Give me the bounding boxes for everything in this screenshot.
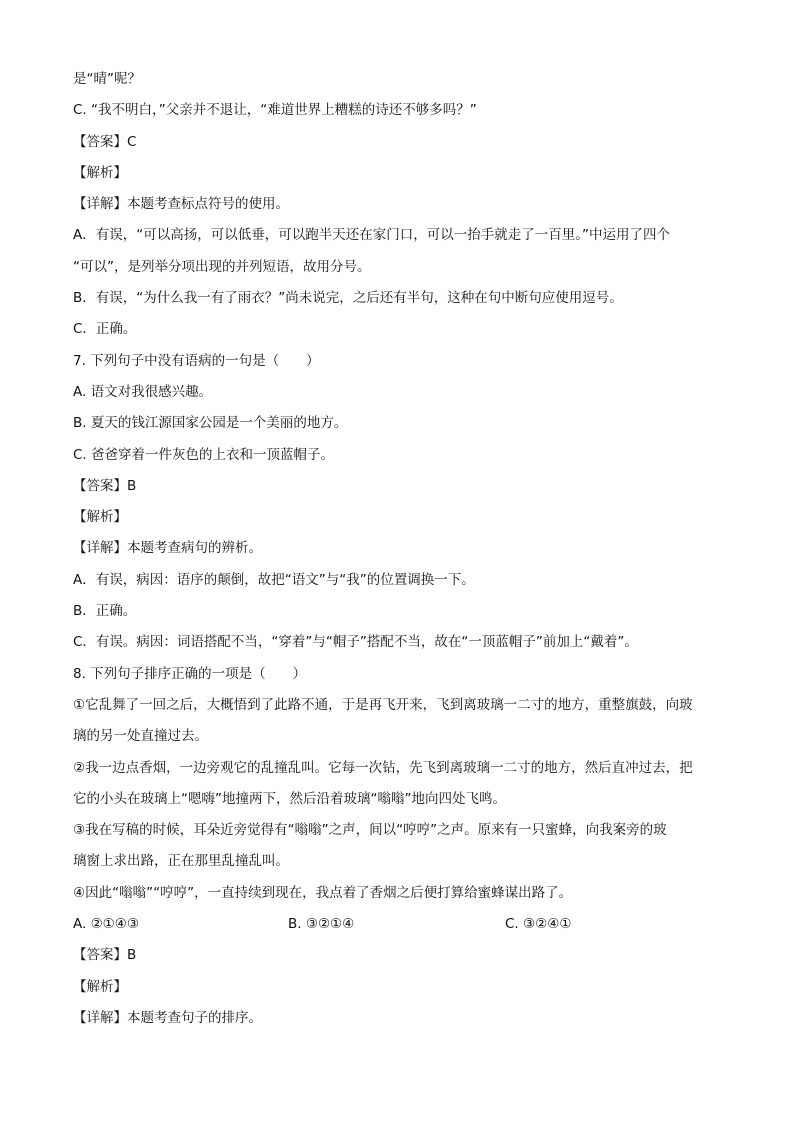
- detail-line: 【详解】本题考查标点符号的使用。: [73, 196, 289, 213]
- question-7-option-b: B. 夏天的钱江源国家公园是一个美丽的地方。: [73, 415, 348, 432]
- text-line: “可以”，是列举分项出现的并列短语，故用分号。: [73, 258, 371, 275]
- question-8-options: [73, 909, 723, 940]
- passage-line: 它的小头在玻璃上“嗯嗨”地撞两下，然后沿着玻璃“嗡嗡”地向四处飞鸣。: [73, 790, 506, 807]
- analysis-label: 【解析】: [73, 509, 127, 526]
- passage-line: ①它乱舞了一回之后，大概悟到了此路不通，于是再飞开来，飞到离玻璃一二寸的地方，重整旗鼓，向玻: [73, 696, 693, 713]
- text-line: C．正确。: [73, 321, 137, 338]
- text-line: 是“晴”呢？: [73, 71, 141, 87]
- passage-line: ③我在写稿的时候，耳朵近旁觉得有“嗡嗡”之声，间以“哼哼”之声。原来有一只蜜蜂，向我案旁的玻: [73, 822, 667, 839]
- text-line: A．有误，“可以高扬，可以低垂，可以跑半天还在家门口，可以一抬手就走了一百里。”中运用了四个: [73, 227, 670, 244]
- question-7-option-c: C. 爸爸穿着一件灰色的上衣和一顶蓝帽子。: [73, 446, 335, 463]
- option-c-line: C. “我不明白，”父亲并不退让，“难道世界上糟糕的诗还不够多吗？”: [73, 102, 477, 119]
- analysis-label: 【解析】: [73, 164, 127, 181]
- question-8-title: 8. 下列句子排序正确的一项是（ ）: [73, 665, 307, 682]
- question-7-title: 7. 下列句子中没有语病的一句是（ ）: [73, 352, 320, 369]
- document-page: [73, 64, 723, 1034]
- answer-line: 【答案】B: [73, 947, 137, 964]
- text-line: A．有误，病因：语序的颠倒，故把“语文”与“我”的位置调换一下。: [73, 571, 475, 588]
- answer-line: 【答案】B: [73, 477, 137, 494]
- question-8-option-a: A. ②①④③: [73, 916, 139, 933]
- passage-line: ④因此“嗡嗡”“哼哼”，一直持续到现在，我点着了香烟之后便打算给蜜蜂谋出路了。: [73, 884, 573, 901]
- passage-line: ②我一边点香烟，一边旁观它的乱撞乱叫。它每一次钻，先飞到离玻璃一二寸的地方，然后直冲过去，把: [73, 759, 693, 776]
- text-line: C．有误。病因：词语搭配不当，“穿着”与“帽子”搭配不当，故在“一顶蓝帽子”前加上“戴着”。: [73, 634, 638, 651]
- question-8-option-b: B. ③②①④: [288, 916, 355, 933]
- passage-line: 璃的另一处直撞过去。: [73, 728, 208, 745]
- detail-line: 【详解】本题考查病句的辨析。: [73, 540, 262, 557]
- answer-line: 【答案】C: [73, 133, 137, 150]
- text-line: B．正确。: [73, 603, 137, 620]
- analysis-label: 【解析】: [73, 978, 127, 995]
- detail-line: 【详解】本题考查句子的排序。: [73, 1009, 262, 1026]
- question-8-option-c: C. ③②④①: [505, 916, 572, 933]
- question-7-option-a: A. 语文对我很感兴趣。: [73, 383, 213, 400]
- text-line: B．有误，“为什么我一有了雨衣？”尚未说完，之后还有半句，这种在句中断句应使用逗号。: [73, 290, 623, 307]
- passage-line: 璃窗上求出路，正在那里乱撞乱叫。: [73, 853, 289, 870]
